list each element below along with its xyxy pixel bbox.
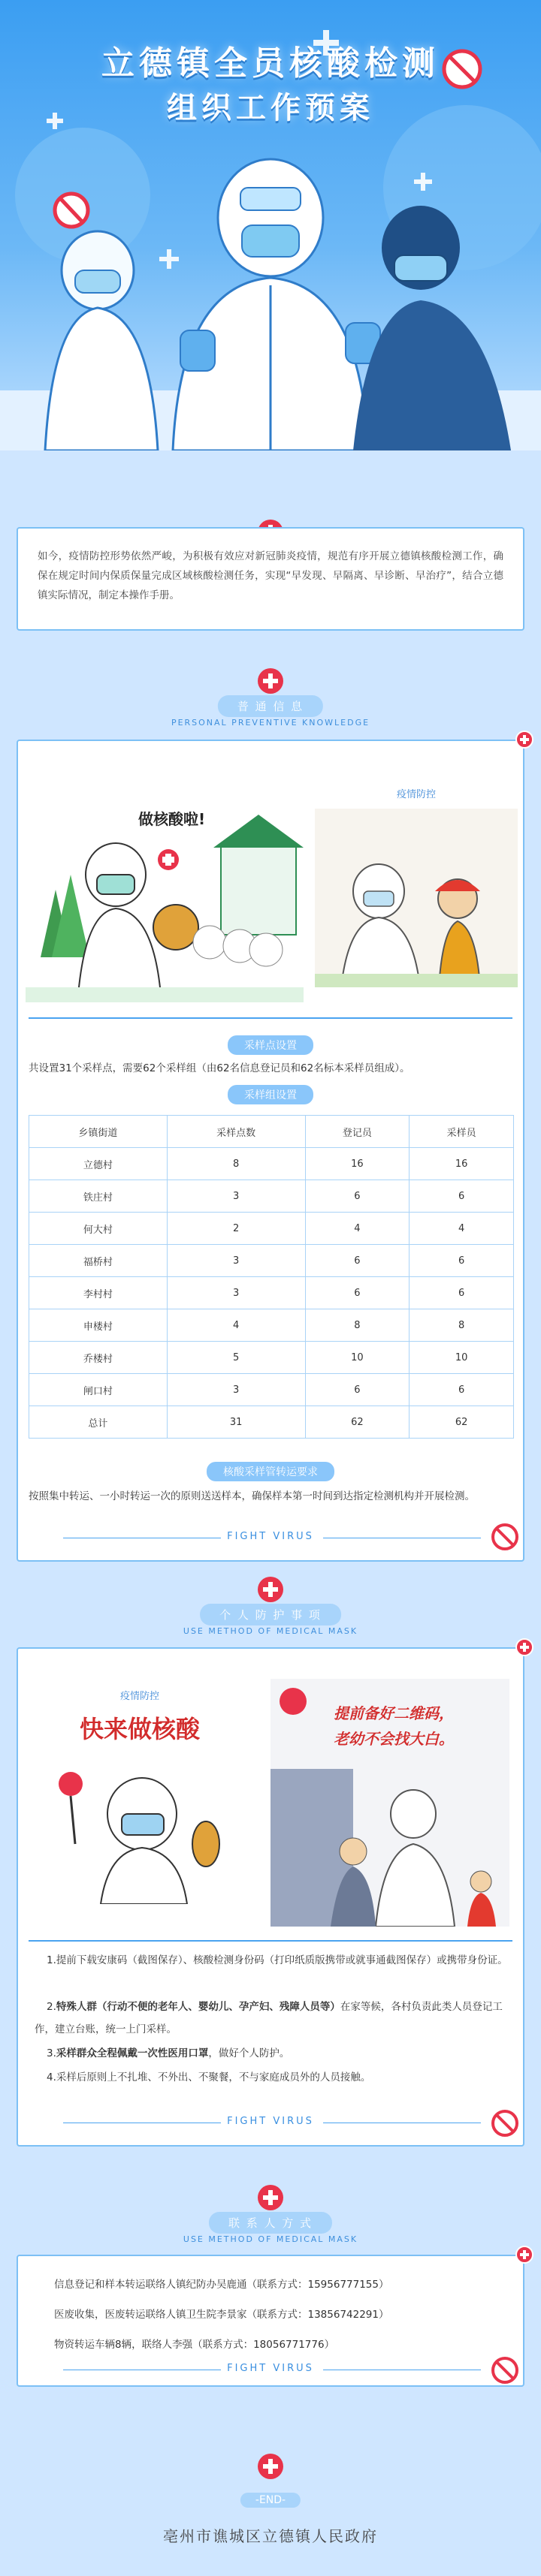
section-title: 个 人 防 护 事 项: [200, 1604, 341, 1625]
contact-line: 医废收集，医废转运联络人镇卫生院李景家（联系方式：13856742291）: [54, 2309, 389, 2321]
table-cell: 4: [305, 1213, 410, 1245]
intro-card: [17, 527, 524, 631]
item-bold: 特殊人群（行动不便的老年人、婴幼儿、孕产妇、残障人员等）: [56, 2001, 340, 2013]
table-cell: 5: [167, 1342, 305, 1374]
table-row: [29, 1180, 514, 1213]
poster-text: 提前备好二维码，: [334, 1704, 454, 1722]
item-text: ，做好个人防护。: [208, 2047, 290, 2059]
medical-cross-icon: [515, 731, 533, 749]
list-item: [35, 1996, 511, 2041]
section-title: 普 通 信 息: [218, 695, 323, 717]
table-header-cell: 乡镇街道: [29, 1116, 168, 1148]
transport-pill: 核酸采样管转运要求: [207, 1462, 334, 1481]
medical-cross-icon: [258, 2185, 283, 2210]
sampling-pill: 采样点设置: [228, 1035, 313, 1055]
sampling-table: [29, 1115, 514, 1439]
table-cell: 8: [410, 1309, 514, 1342]
table-header-row: [29, 1116, 514, 1148]
table-cell: 3: [167, 1180, 305, 1213]
table-cell: 铁庄村: [29, 1180, 168, 1213]
medical-cross-icon: [258, 2454, 283, 2479]
illustration-caption: 疫情防控: [396, 789, 436, 800]
medical-cross-icon: [258, 1577, 283, 1602]
list-item: [35, 2042, 511, 2065]
table-cell: 6: [305, 1245, 410, 1277]
table-cell: 10: [305, 1342, 410, 1374]
section-subtitle: PERSONAL PREVENTIVE KNOWLEDGE: [171, 718, 370, 728]
volunteer-illustration: [315, 809, 518, 987]
divider: [29, 1017, 512, 1019]
list-item: [35, 1949, 511, 1972]
section-header-protection: [0, 1577, 541, 1637]
table-cell: 立德村: [29, 1148, 168, 1180]
table-header-cell: 采样员: [410, 1116, 514, 1148]
end-label: -END-: [240, 2493, 301, 2508]
illustration-caption: 疫情防控: [119, 1691, 159, 1702]
fight-virus-label: FIGHT VIRUS: [227, 2363, 314, 2374]
section-subtitle: USE METHOD OF MEDICAL MASK: [183, 1626, 358, 1636]
knowledge-card: [17, 740, 524, 1562]
item-text: 4.采样后原则上不扎堆、不外出、不聚餐，不与家庭成员外的人员接触。: [47, 2071, 371, 2083]
table-cell: 2: [167, 1213, 305, 1245]
section-header-contacts: [0, 2185, 541, 2245]
medical-cross-icon: [515, 2246, 533, 2264]
table-cell: 8: [305, 1309, 410, 1342]
doctor-illustration: [48, 1754, 236, 1904]
fight-virus-label: FIGHT VIRUS: [227, 1531, 314, 1542]
table-cell: 福桥村: [29, 1245, 168, 1277]
footer-organization: 亳州市谯城区立德镇人民政府: [163, 2527, 378, 2545]
table-header-cell: 登记员: [305, 1116, 410, 1148]
table-cell: 4: [410, 1213, 514, 1245]
table-cell: 总计: [29, 1406, 168, 1439]
table-cell: 62: [305, 1406, 410, 1439]
contact-line: 物资转运车辆8辆，联络人李强（联系方式：18056771776）: [54, 2339, 335, 2351]
table-cell: 16: [410, 1148, 514, 1180]
item-bold: 采样群众全程佩戴一次性医用口罩: [56, 2047, 209, 2059]
poster-headline: 快来做核酸: [79, 1715, 200, 1743]
table-cell: 6: [305, 1374, 410, 1406]
team-pill: 采样组设置: [228, 1085, 313, 1104]
illustration-caption: 做核酸啦!: [138, 810, 206, 828]
table-cell: 6: [410, 1245, 514, 1277]
no-virus-icon: [490, 2355, 520, 2385]
table-cell: 6: [305, 1277, 410, 1309]
item-text: 2.: [47, 2001, 56, 2013]
no-virus-icon: [490, 1522, 520, 1552]
table-row: [29, 1309, 514, 1342]
divider: [29, 1940, 512, 1942]
table-cell: 10: [410, 1342, 514, 1374]
table-cell: 16: [305, 1148, 410, 1180]
item-text: 在家等候，各村负责此类人员登记工作，建立台账，统一上门采样。: [35, 2001, 503, 2035]
table-header-cell: 采样点数: [167, 1116, 305, 1148]
transport-text: 按照集中转运、一小时转运一次的原则送送样本，确保样本第一时间到达指定检测机构并开展检测。: [29, 1490, 475, 1502]
table-row: [29, 1213, 514, 1245]
table-cell: 3: [167, 1374, 305, 1406]
table-row: [29, 1342, 514, 1374]
table-cell: 乔楼村: [29, 1342, 168, 1374]
list-item: [35, 2066, 511, 2089]
hero-banner: [0, 0, 541, 450]
fight-virus-label: FIGHT VIRUS: [227, 2116, 314, 2127]
hero-title-line1: 立德镇全员核酸检测: [101, 44, 440, 83]
table-row: [29, 1148, 514, 1180]
table-cell: 申楼村: [29, 1309, 168, 1342]
section-title: 联 系 人 方 式: [209, 2212, 332, 2234]
table-row: [29, 1245, 514, 1277]
table-cell: 62: [410, 1406, 514, 1439]
table-cell: 3: [167, 1277, 305, 1309]
contacts-card: [17, 2255, 524, 2387]
table-row: [29, 1277, 514, 1309]
table-cell: 8: [167, 1148, 305, 1180]
section-header-knowledge: [0, 668, 541, 728]
table-cell: 闸口村: [29, 1374, 168, 1406]
medical-cross-icon: [258, 668, 283, 694]
hero-title-line2: 组织工作预案: [167, 91, 374, 125]
table-row: [29, 1374, 514, 1406]
table-cell: 4: [167, 1309, 305, 1342]
table-cell: 3: [167, 1245, 305, 1277]
table-cell: 6: [410, 1374, 514, 1406]
contact-line: 信息登记和样本转运联络人镇纪防办吴鹿通（联系方式：15956777155）: [54, 2279, 389, 2291]
poster-text: 老幼不会找大白。: [334, 1730, 454, 1748]
table-cell: 何大村: [29, 1213, 168, 1245]
medical-cross-icon: [515, 1638, 533, 1656]
item-text: 1.提前下载安康码（截图保存）、核酸检测身份码（打印纸质版携带或就事通截图保存）或携带身份证。: [47, 1954, 508, 1966]
table-cell: 李村村: [29, 1277, 168, 1309]
sampling-text: 共设置31个采样点，需要62个采样组（由62名信息登记员和62名标本采样员组成）。: [29, 1062, 410, 1074]
table-cell: 6: [305, 1180, 410, 1213]
table-cell: 6: [410, 1180, 514, 1213]
intro-text: 如今，疫情防控形势依然严峻，为积极有效应对新冠肺炎疫情，规范有序开展立德镇核酸检测工作，确保在规定时间内保质保量完成区域核酸检测任务，实现“早发现、早隔离、早诊断、早治疗”，结合立德镇实际情况，制定本操作手册。: [38, 550, 503, 601]
section-subtitle: USE METHOD OF MEDICAL MASK: [183, 2234, 358, 2244]
table-row-total: [29, 1406, 514, 1439]
table-cell: 31: [167, 1406, 305, 1439]
table-cell: 6: [410, 1277, 514, 1309]
no-virus-icon: [490, 2108, 520, 2138]
protection-card: [17, 1647, 524, 2147]
item-text: 3.: [47, 2047, 56, 2059]
